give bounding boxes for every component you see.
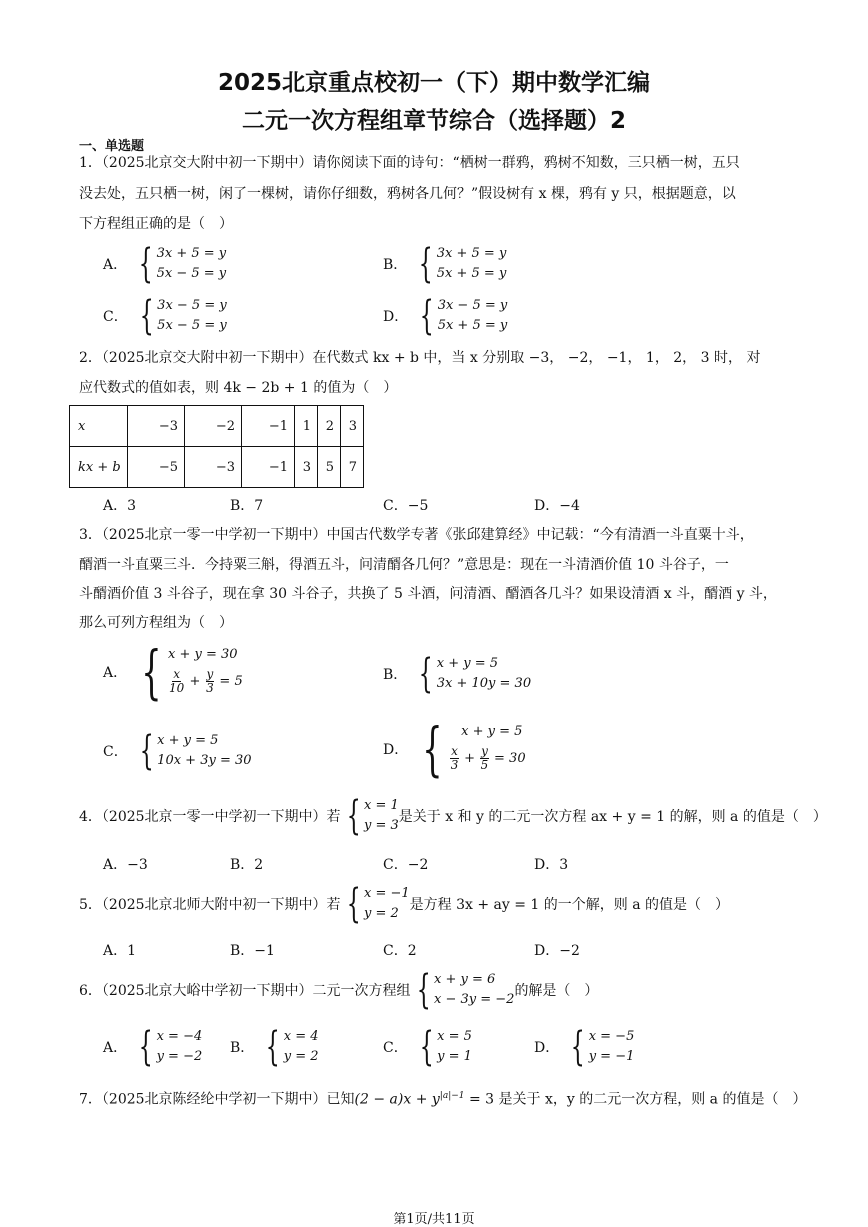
page-footer: 第1页/共11页 [393, 1212, 475, 1227]
q2-text-line2: 应代数式的值如表，则 4k − 2b + 1 的值为（ ） [79, 380, 398, 396]
q4-option-b: B．2 [230, 857, 264, 873]
q2-value-table [69, 405, 364, 488]
q4-question: 4．（2025北京一零一中学初一下期中）若 { x = 1 y = 3 是关于 x 和 y 的二元一次方程 ax + y = 1 的解，则 a 的值是（ ） [79, 793, 827, 839]
q1-text-line2: 没去处，五只栖一树，闲了一棵树，请你仔细数，鸦树各几何？”假设树有 x 棵，鸦有 y 只，根据题意，以 [79, 186, 736, 202]
table-cell: kx + b [70, 447, 128, 488]
q1-option-c: C． { 3x − 5 = y 5x − 5 = y [103, 293, 227, 339]
section-heading: 一、单选题 [79, 139, 145, 154]
q5-option-b: B．−1 [230, 943, 275, 959]
table-cell: 3 [295, 447, 318, 488]
table-cell: 5 [318, 447, 341, 488]
q6-question: 6．（2025北京大峪中学初一下期中）二元一次方程组 { x + y = 6 x − 3y = −2 的解是（ ） [79, 967, 599, 1013]
table-cell: 3 [341, 406, 364, 447]
table-row [70, 406, 364, 447]
table-cell: −5 [128, 447, 185, 488]
table-cell: −1 [242, 447, 295, 488]
q3-text-line4: 那么可列方程组为（ ） [79, 615, 233, 631]
table-cell: −3 [128, 406, 185, 447]
q4-option-c: C．−2 [383, 857, 429, 873]
q4-option-d: D．3 [534, 857, 569, 873]
q5-option-c: C．2 [383, 943, 417, 959]
q1-option-a: A． { 3x + 5 = y 5x − 5 = y [103, 241, 227, 287]
q3-option-d: D． { x + y = 5 $\frac{x}{3}$ + $\frac{y}{5}$ = 30 [383, 715, 526, 783]
q3-text-line1: 3．（2025北京一零一中学初一下期中）中国古代数学专著《张邱建算经》中记载：“今有清酒一斗直粟十斗， [79, 527, 754, 543]
q3-option-a: A． { x + y = 30 $\frac{x}{10}$ + $\frac{y}{3}$ = 5 [103, 638, 243, 706]
table-cell: 2 [318, 406, 341, 447]
q5-option-a: A．1 [103, 943, 137, 959]
document-title-line2: 二元一次方程组章节综合（选择题）2 [241, 108, 626, 134]
q5-option-d: D．−2 [534, 943, 580, 959]
q2-option-c: C．−5 [383, 498, 429, 514]
q3-option-c: C． { x + y = 5 10x + 3y = 30 [103, 728, 252, 774]
document-title-line1: 2025北京重点校初一（下）期中数学汇编 [217, 70, 650, 96]
q1-text-line1: 1．（2025北京交大附中初一下期中）请你阅读下面的诗句：“栖树一群鸦，鸦树不知数，三只栖一树，五只 [79, 155, 740, 171]
table-cell: 7 [341, 447, 364, 488]
table-cell: x [70, 406, 128, 447]
table-cell: −1 [242, 406, 295, 447]
q2-text-line1: 2．（2025北京交大附中初一下期中）在代数式 kx + b 中，当 x 分别取 −3， −2， −1， 1， 2， 3 时， 对 [79, 350, 761, 366]
q5-question: 5．（2025北京北师大附中初一下期中）若 { x = −1 y = 2 是方程 3x + ay = 1 的一个解，则 a 的值是（ ） [79, 881, 730, 927]
q6-option-d: D． { x = −5 y = −1 [534, 1024, 635, 1070]
q2-option-a: A．3 [103, 498, 137, 514]
q7-question: 7．（2025北京陈经纶中学初一下期中）已知$(2 - a)x + y^{|a|-1} = 3$ 是关于 x，y 的二元一次方程，则 a 的值是（ ） [79, 1091, 807, 1108]
table-cell: −3 [185, 447, 242, 488]
q4-option-a: A．−3 [103, 857, 148, 873]
q2-option-b: B．7 [230, 498, 264, 514]
q6-option-b: B． { x = 4 y = 2 [230, 1024, 319, 1070]
q3-text-line2: 醑酒一斗直粟三斗．今持粟三斛，得酒五斗，问清醑各几何？”意思是：现在一斗清酒价值 10 斗谷子，一 [79, 557, 729, 573]
q3-option-b: B． { x + y = 5 3x + 10y = 30 [383, 651, 532, 697]
q6-option-c: C． { x = 5 y = 1 [383, 1024, 472, 1070]
q1-option-b: B． { 3x + 5 = y 5x + 5 = y [383, 241, 507, 287]
q6-option-a: A． { x = −4 y = −2 [103, 1024, 203, 1070]
q3-text-line3: 斗醑酒价值 3 斗谷子，现在拿 30 斗谷子，共换了 5 斗酒，问清酒、醑酒各几斗？如果设清酒 x 斗，醑酒 y 斗， [79, 586, 777, 602]
q1-option-d: D． { 3x − 5 = y 5x + 5 = y [383, 293, 508, 339]
table-cell: 1 [295, 406, 318, 447]
table-cell: −2 [185, 406, 242, 447]
table-row [70, 447, 364, 488]
q2-option-d: D．−4 [534, 498, 580, 514]
q1-text-line3: 下方程组正确的是（ ） [79, 216, 233, 232]
